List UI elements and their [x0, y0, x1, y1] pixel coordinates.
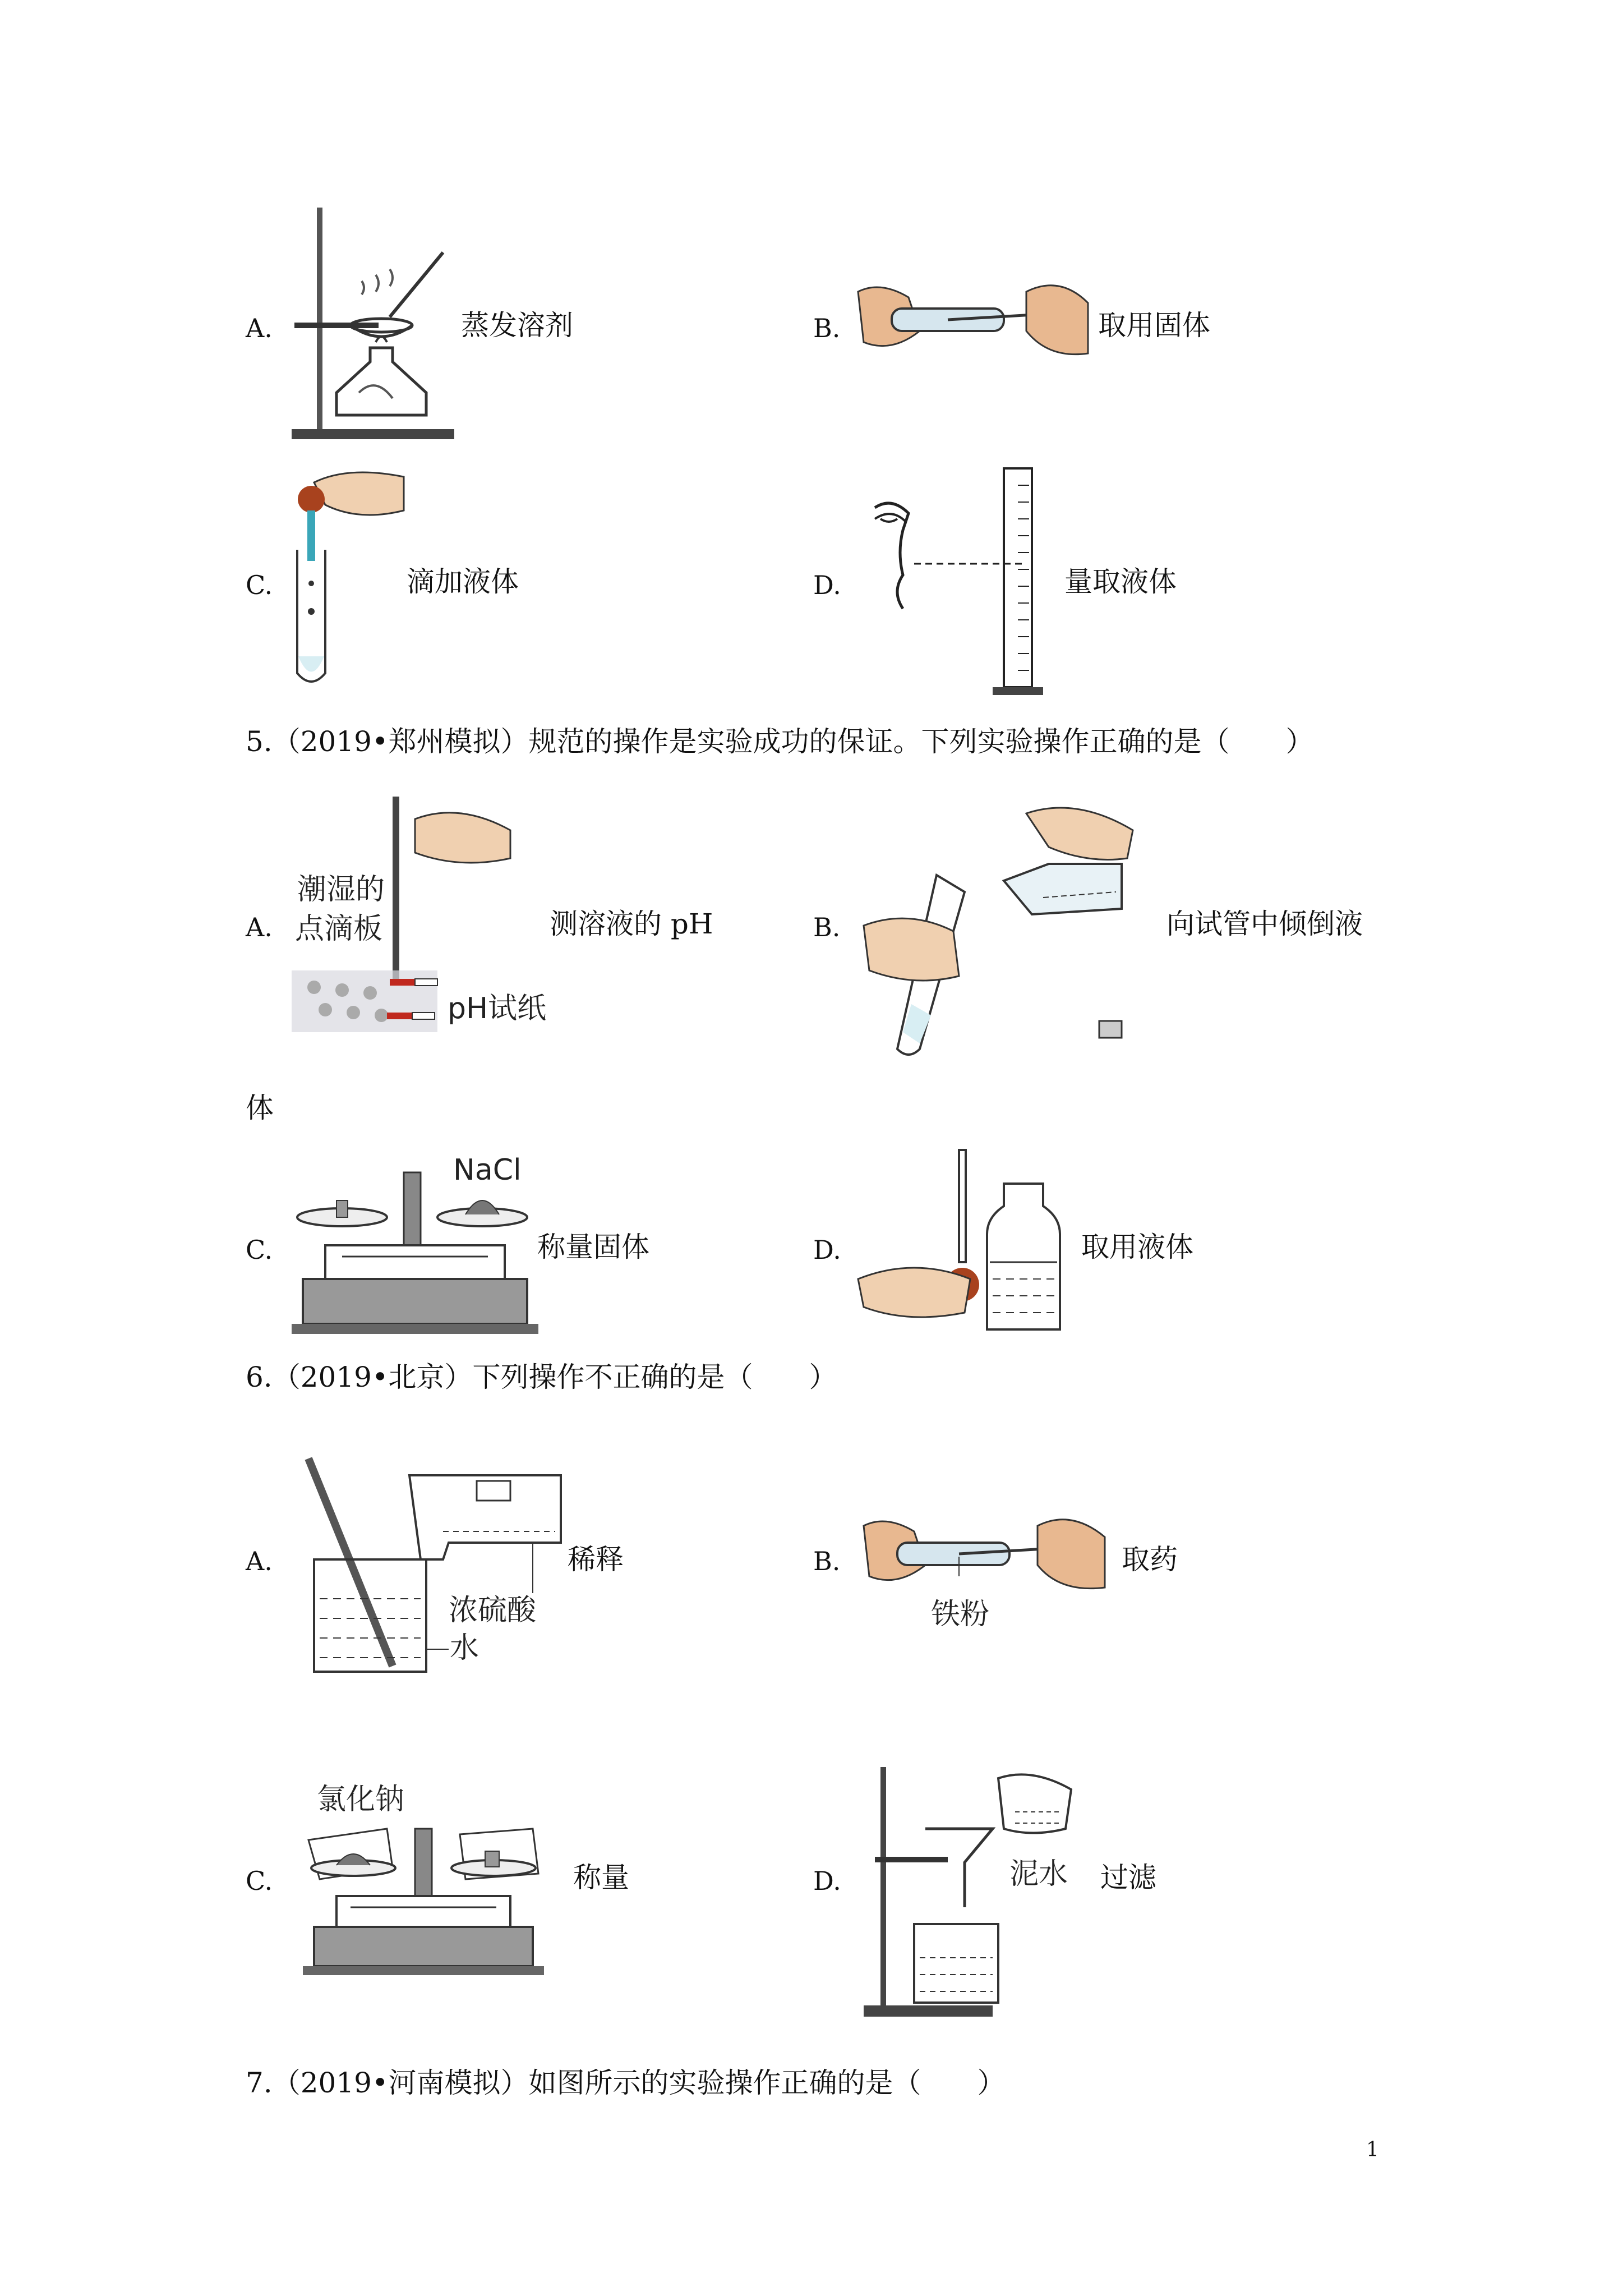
- figure-label: pH试纸: [448, 992, 547, 1025]
- page-number: 1: [1366, 2138, 1379, 2161]
- option-caption: 测溶液的 pH: [550, 908, 713, 940]
- option-letter: C.: [246, 1866, 273, 1896]
- option-caption: 稀释: [568, 1543, 624, 1576]
- dilution-figure: [297, 1458, 566, 1683]
- figure-label: 泥水: [1009, 1857, 1068, 1891]
- option-caption: 取用固体: [1098, 309, 1210, 342]
- option-caption: 滴加液体: [407, 565, 519, 598]
- option-letter: B.: [813, 1546, 841, 1576]
- weighing-salt-figure: [297, 1818, 544, 1980]
- option-letter: B.: [813, 912, 841, 942]
- option-letter: D.: [813, 570, 841, 600]
- dropper-test-tube-figure: [292, 466, 415, 690]
- option-caption: 过滤: [1100, 1861, 1156, 1894]
- option-caption: 取药: [1122, 1543, 1178, 1576]
- option-letter: A.: [246, 1546, 273, 1576]
- filtration-figure: [864, 1767, 1088, 2025]
- option-letter: A.: [246, 912, 273, 942]
- question-5-stem: 5.（2019•郑州模拟）规范的操作是实验成功的保证。下列实验操作正确的是（ ）: [246, 725, 1314, 758]
- figure-label: 潮湿的: [297, 873, 385, 907]
- option-caption: 称量: [573, 1861, 629, 1894]
- option-letter: C.: [246, 1235, 273, 1265]
- taking-solid-figure: [858, 269, 1094, 370]
- question-6-stem: 6.（2019•北京）下列操作不正确的是（ ）: [246, 1361, 837, 1393]
- option-caption: 量取液体: [1064, 565, 1177, 598]
- balance-scale-figure: [292, 1161, 538, 1341]
- option-letter: A.: [246, 313, 273, 343]
- figure-label: 氯化钠: [317, 1783, 405, 1816]
- option-caption-wrap: 体: [246, 1092, 274, 1124]
- option-caption: 蒸发溶剂: [461, 309, 573, 342]
- evaporation-apparatus-figure: [292, 208, 460, 443]
- taking-iron-powder-figure: [864, 1503, 1110, 1604]
- option-letter: B.: [813, 313, 841, 343]
- option-letter: C.: [246, 570, 273, 600]
- option-caption: 取用液体: [1081, 1231, 1193, 1263]
- option-caption: 向试管中倾倒液: [1166, 908, 1363, 940]
- pouring-liquid-figure: [864, 797, 1155, 1060]
- measuring-cylinder-figure: [858, 463, 1060, 698]
- option-caption: 称量固体: [537, 1231, 649, 1263]
- figure-label: 点滴板: [295, 912, 383, 946]
- figure-label: 浓硫酸: [449, 1594, 537, 1627]
- dropper-bottle-figure: [858, 1150, 1094, 1335]
- figure-label: 水: [450, 1631, 479, 1665]
- figure-label: NaCl: [453, 1153, 522, 1187]
- question-7-stem: 7.（2019•河南模拟）如图所示的实验操作正确的是（ ）: [246, 2067, 1006, 2099]
- figure-label: 铁粉: [931, 1598, 990, 1631]
- option-letter: D.: [813, 1866, 841, 1896]
- option-letter: D.: [813, 1235, 841, 1265]
